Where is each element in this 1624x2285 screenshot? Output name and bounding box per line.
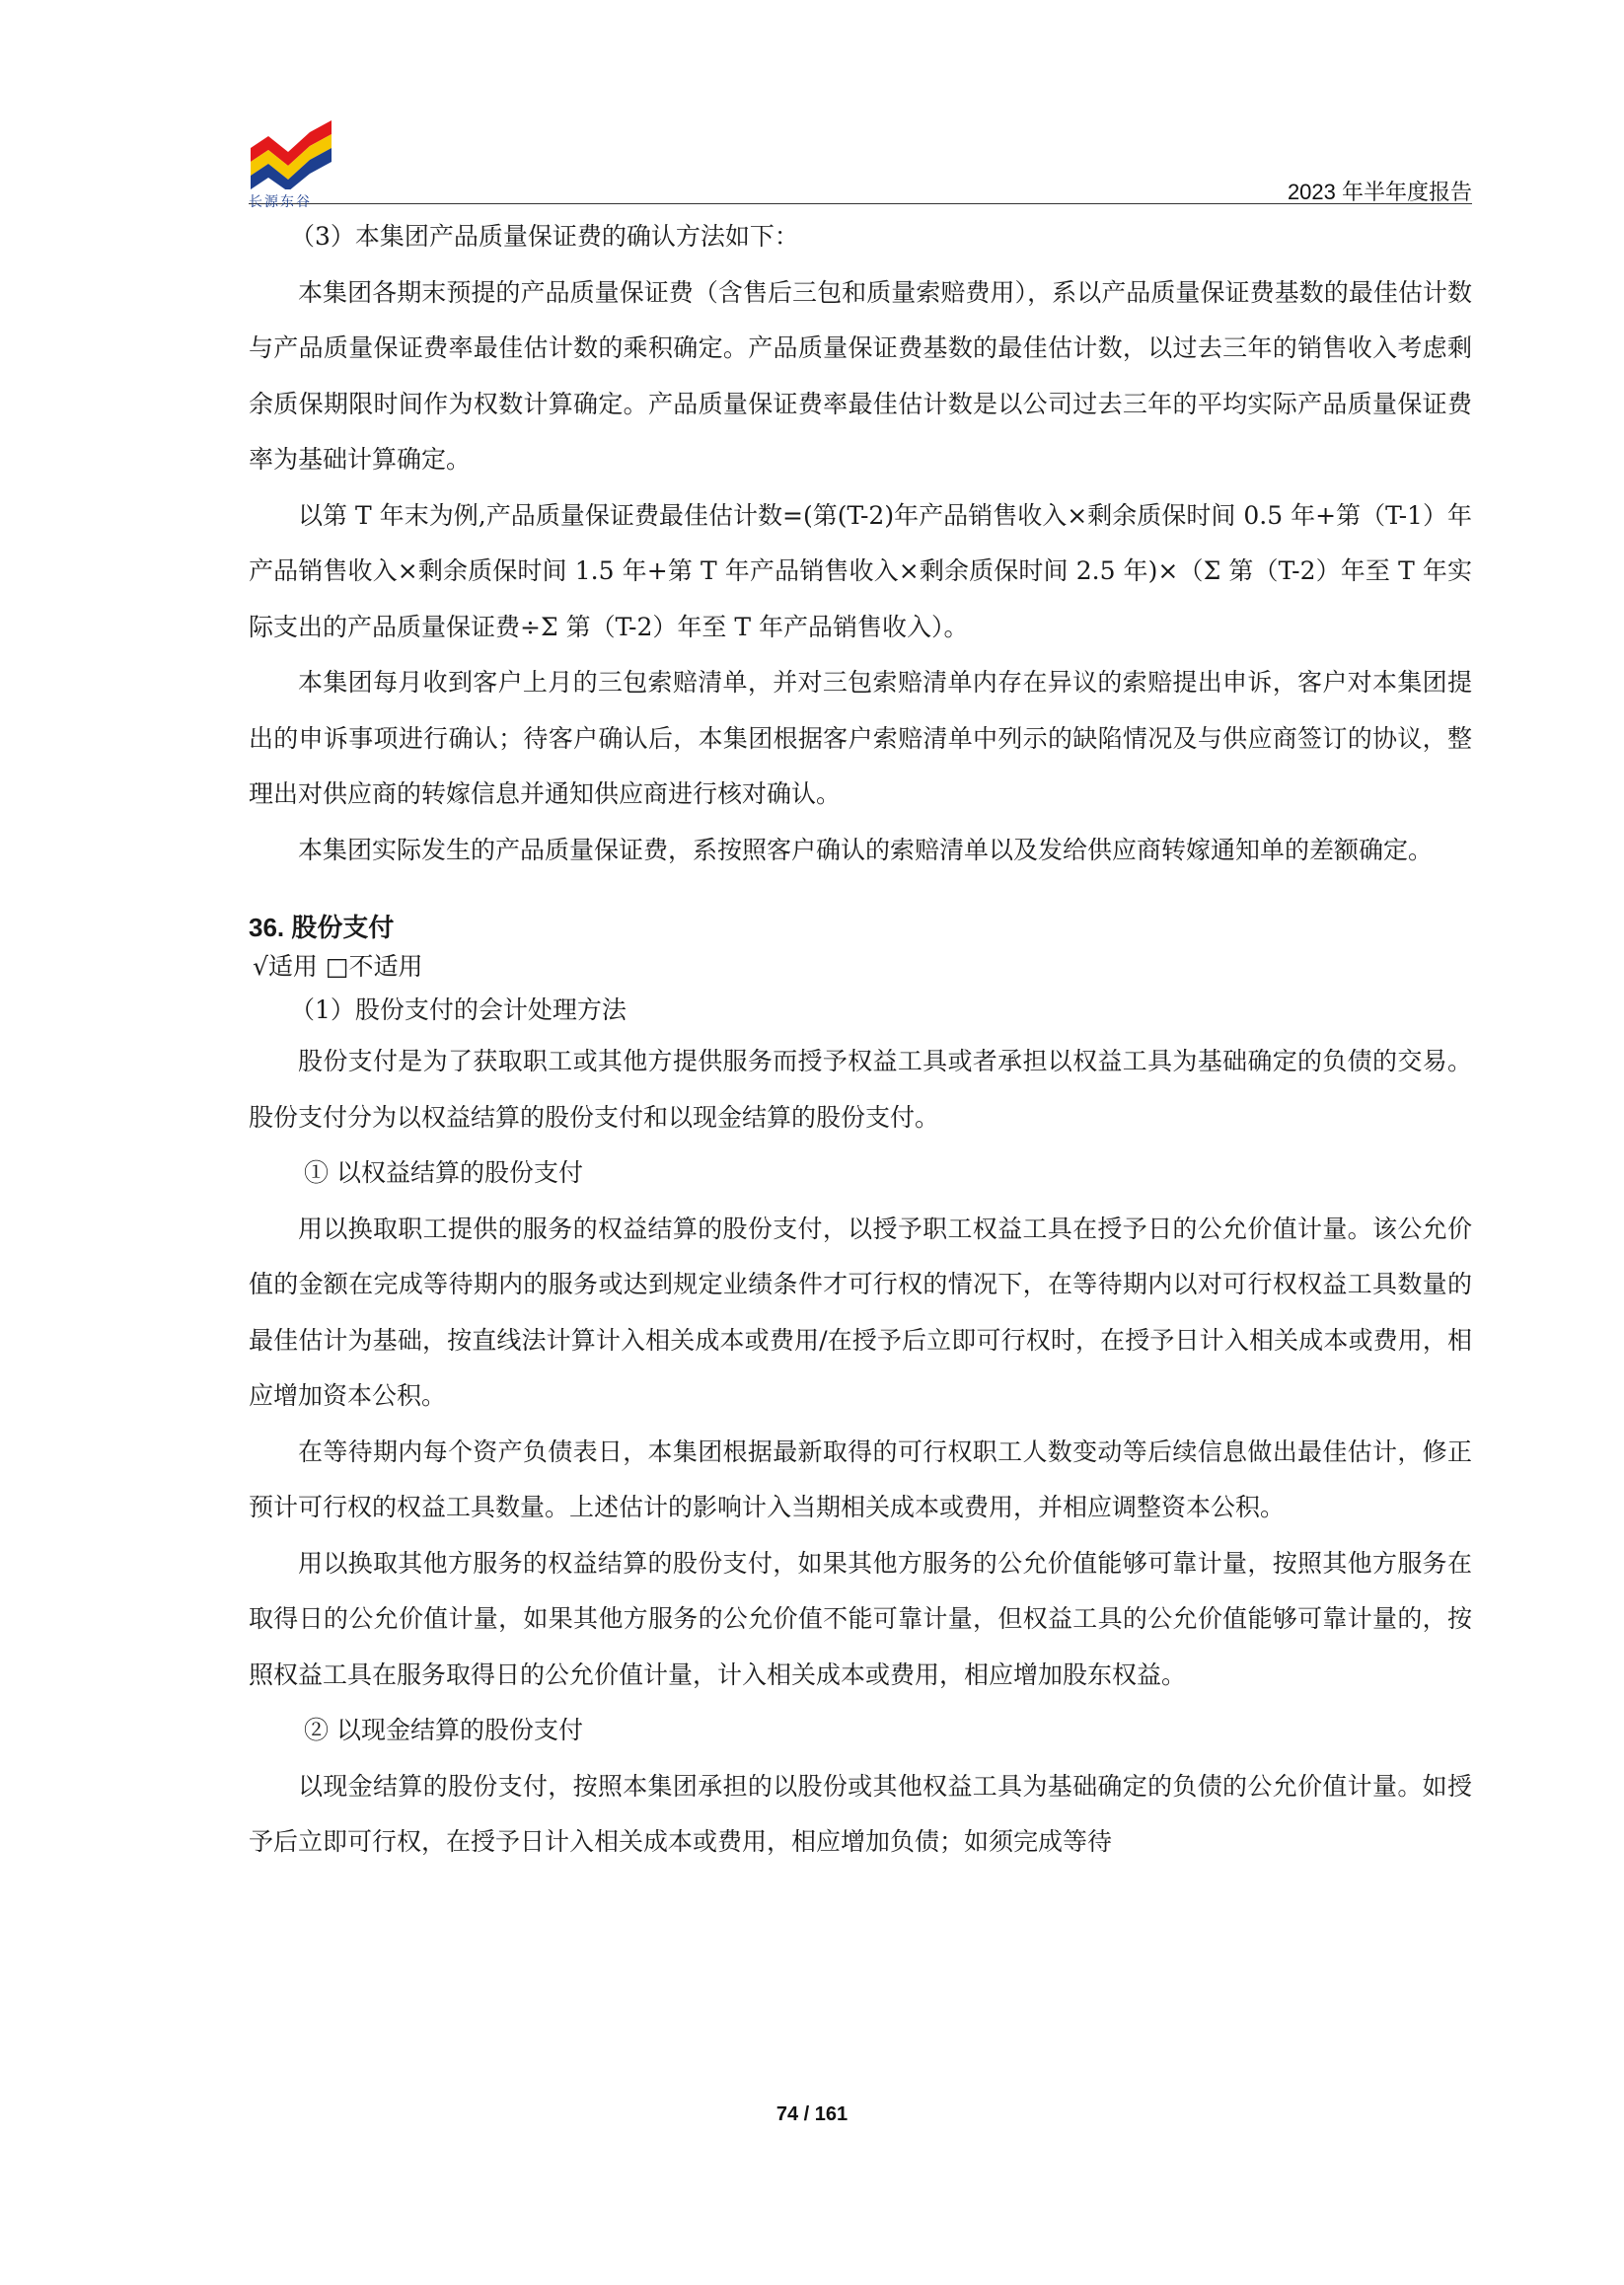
subsection-title: （3）本集团产品质量保证费的确认方法如下： xyxy=(290,222,799,251)
page-header xyxy=(249,109,1472,210)
paragraph: 以现金结算的股份支付，按照本集团承担的以股份或其他权益工具为基础确定的负债的公允价值计量。如授予后立即可行权，在授予日计入相关成本或费用，相应增加负债；如须完成等待 xyxy=(249,1771,1472,1856)
paragraph: 以第 T 年末为例,产品质量保证费最佳估计数=(第(T-2)年产品销售收入×剩余质保时间 0.5 年+第（T-1）年产品销售收入×剩余质保时间 1.5 年+第 T 年产品销售收入×剩余质保时间 2.5 年)×（Σ 第（T-2）年至 T 年实际支出的产品质量保证费÷Σ 第（T-2）年至 T 年产品销售收入）。 xyxy=(249,500,1472,641)
paragraph: 在等待期内每个资产负债表日，本集团根据最新取得的可行权职工人数变动等后续信息做出最佳估计，修正预计可行权的权益工具数量。上述估计的影响计入当期相关成本或费用，并相应调整资本公积。 xyxy=(249,1437,1472,1521)
paragraph: 用以换取职工提供的服务的权益结算的股份支付，以授予职工权益工具在授予日的公允价值计量。该公允价值的金额在完成等待期内的服务或达到规定业绩条件才可行权的情况下，在等待期内以对可行权权益工具数量的最佳估计为基础，按直线法计算计入相关成本或费用/在授予后立即可行权时，在授予日计入相关成本或费用，相应增加资本公积。 xyxy=(249,1214,1472,1410)
logo-wave-icon xyxy=(249,118,333,189)
paragraph: 本集团各期末预提的产品质量保证费（含售后三包和质量索赔费用），系以产品质量保证费基数的最佳估计数与产品质量保证费率最佳估计数的乘积确定。产品质量保证费基数的最佳估计数，以过去三年的销售收入考虑剩余质保期限时间作为权数计算确定。产品质量保证费率最佳估计数是以公司过去三年的平均实际产品质量保证费率为基础计算确定。 xyxy=(249,277,1472,474)
company-logo xyxy=(249,118,333,210)
paragraph: 用以换取其他方服务的权益结算的股份支付，如果其他方服务的公允价值能够可靠计量，按照其他方服务在取得日的公允价值计量，如果其他方服务的公允价值不能可靠计量，但权益工具的公允价值能够可靠计量的，按照权益工具在服务取得日的公允价值计量，计入相关成本或费用，相应增加股东权益。 xyxy=(249,1548,1472,1689)
paragraph: 股份支付是为了获取职工或其他方提供服务而授予权益工具或者承担以权益工具为基础确定的负债的交易。股份支付分为以权益结算的股份支付和以现金结算的股份支付。 xyxy=(249,1047,1472,1132)
subsection-title: ② 以现金结算的股份支付 xyxy=(304,1716,583,1744)
logo-text: 长源东谷 xyxy=(249,194,312,210)
document-body xyxy=(249,209,1472,1871)
report-title: 2023 年半年度报告 xyxy=(1287,180,1472,204)
section-heading: 36. 股份支付 xyxy=(249,913,395,942)
page-number: 74 / 161 xyxy=(775,2103,849,2125)
subsection-title: （1）股份支付的会计处理方法 xyxy=(290,995,627,1024)
subsection-title: ① 以权益结算的股份支付 xyxy=(304,1158,583,1187)
applicability-options: √适用 □不适用 xyxy=(253,952,423,981)
paragraph: 本集团实际发生的产品质量保证费，系按照客户确认的索赔清单以及发给供应商转嫁通知单的差额确定。 xyxy=(298,835,1434,864)
paragraph: 本集团每月收到客户上月的三包索赔清单，并对三包索赔清单内存在异议的索赔提出申诉，客户对本集团提出的申诉事项进行确认；待客户确认后，本集团根据客户索赔清单中列示的缺陷情况及与供应商签订的协议，整理出对供应商的转嫁信息并通知供应商进行核对确认。 xyxy=(249,668,1472,808)
